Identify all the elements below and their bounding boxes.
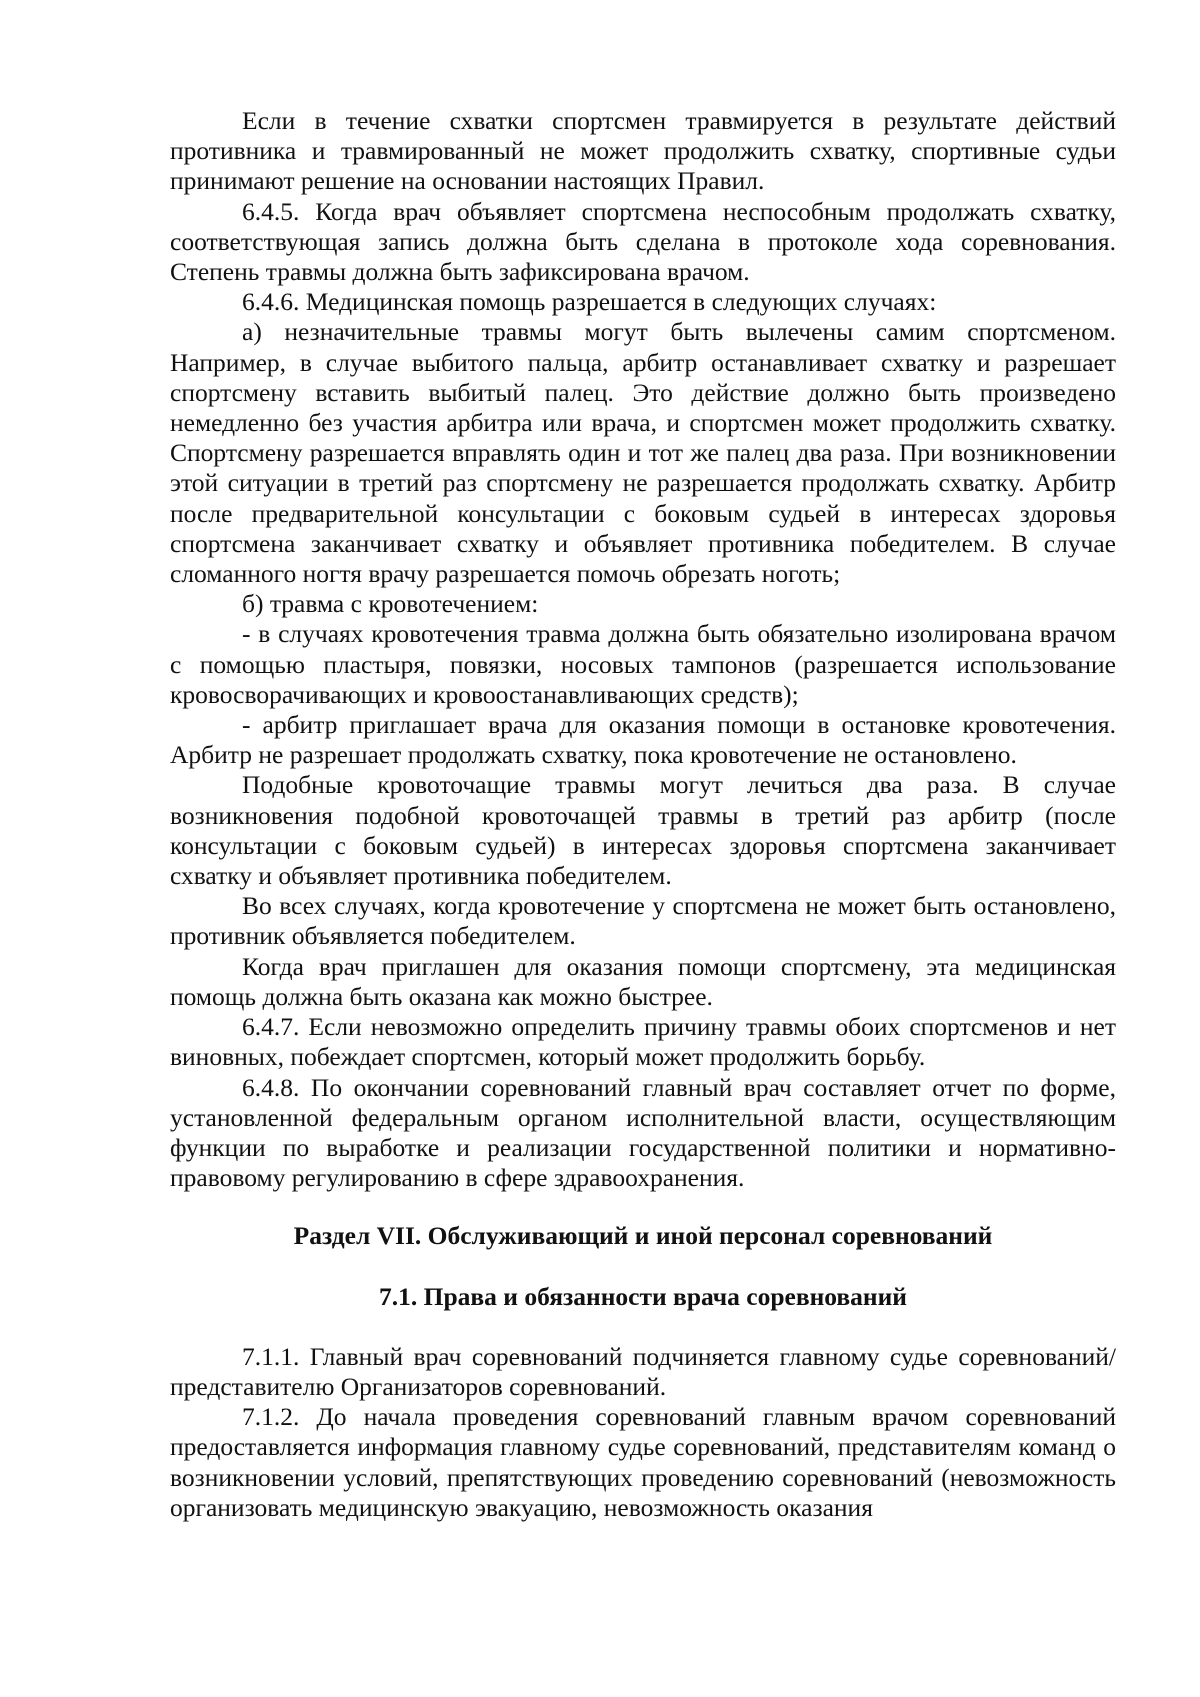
paragraph-bleeding-injury: б) травма с кровотечением: (242, 589, 539, 619)
document-page (170, 106, 1116, 1523)
paragraph-injury-decision: Если в течение схватки спортсмен травмируется в результате действий противника и травмированный не может продолжить схватку, спортивные судьи принимают решение на основании настоящих Правил. (170, 106, 1116, 196)
paragraph-7-1-2: 7.1.2. До начала проведения соревнований главным врачом соревнований предоставляется информация главному судье соревнований, представителям команд о возникновении условий, препятствующих проведению соревнований (невозможность организовать медицинскую эвакуацию, невозможность оказания (170, 1402, 1116, 1522)
paragraph-6-4-8: 6.4.8. По окончании соревнований главный врач составляет отчет по форме, установленной федеральным органом исполнительной власти, осуществляющим функции по выработке и реализации государственной политики и нормативно-правовому регулированию в сфере здравоохранения. (170, 1072, 1116, 1193)
paragraph-bleeding-not-stopped: Во всех случаях, когда кровотечение у спортсмена не может быть остановлено, противник объявляется победителем. (170, 891, 1116, 951)
paragraph-6-4-6: 6.4.6. Медицинская помощь разрешается в следующих случаях: (242, 287, 937, 317)
paragraph-referee-invites-doctor: - арбитр приглашает врача для оказания помощи в остановке кровотечения. Арбитр не разрешает продолжать схватку, пока кровотечение не остановлено. (170, 710, 1116, 770)
section-heading: Раздел VII. Обслуживающий и иной персонал соревнований (293, 1221, 993, 1251)
paragraph-bleeding-isolation: - в случаях кровотечения травма должна быть обязательно изолирована врачом с помощью пластыря, повязки, носовых тампонов (разрешается использование кровосворачивающих и кровоостанавливающих средств); (170, 619, 1116, 709)
paragraph-minor-injuries: а) незначительные травмы могут быть вылечены самим спортсменом. Например, в случае выбитого пальца, арбитр останавливает схватку и разрешает спортсмену вставить выбитый палец. Это действие должно быть произведено немедленно без участия арбитра или врача, и спортсмен может продолжить схватку. Спортсмену разрешается вправлять один и тот же палец два раза. При возникновении этой ситуации в третий раз спортсмену не разрешается продолжать схватку. Арбитр после предварительной консультации с боковым судьей в интересах здоровья спортсмена заканчивает схватку и объявляет противника победителем. В случае сломанного ногтя врачу разрешается помочь обрезать ноготь; (170, 317, 1116, 589)
paragraph-quick-help: Когда врач приглашен для оказания помощи спортсмену, эта медицинская помощь должна быть оказана как можно быстрее. (170, 951, 1116, 1011)
paragraph-7-1-1: 7.1.1. Главный врач соревнований подчиняется главному судье соревнований/представителю Организаторов соревнований. (170, 1341, 1116, 1401)
paragraph-6-4-5: 6.4.5. Когда врач объявляет спортсмена неспособным продолжать схватку, соответствующая запись должна быть сделана в протоколе хода соревнования. Степень травмы должна быть зафиксирована врачом. (170, 196, 1116, 287)
subsection-heading: 7.1. Права и обязанности врача соревнований (379, 1281, 907, 1311)
paragraph-bleeding-twice: Подобные кровоточащие травмы могут лечиться два раза. В случае возникновения подобной кровоточащей травмы в третий раз арбитр (после консультации с боковым судьей) в интересах здоровья спортсмена заканчивает схватку и объявляет противника победителем. (170, 770, 1116, 891)
paragraph-6-4-7: 6.4.7. Если невозможно определить причину травмы обоих спортсменов и нет виновных, побеждает спортсмен, который может продолжить борьбу. (170, 1012, 1116, 1072)
